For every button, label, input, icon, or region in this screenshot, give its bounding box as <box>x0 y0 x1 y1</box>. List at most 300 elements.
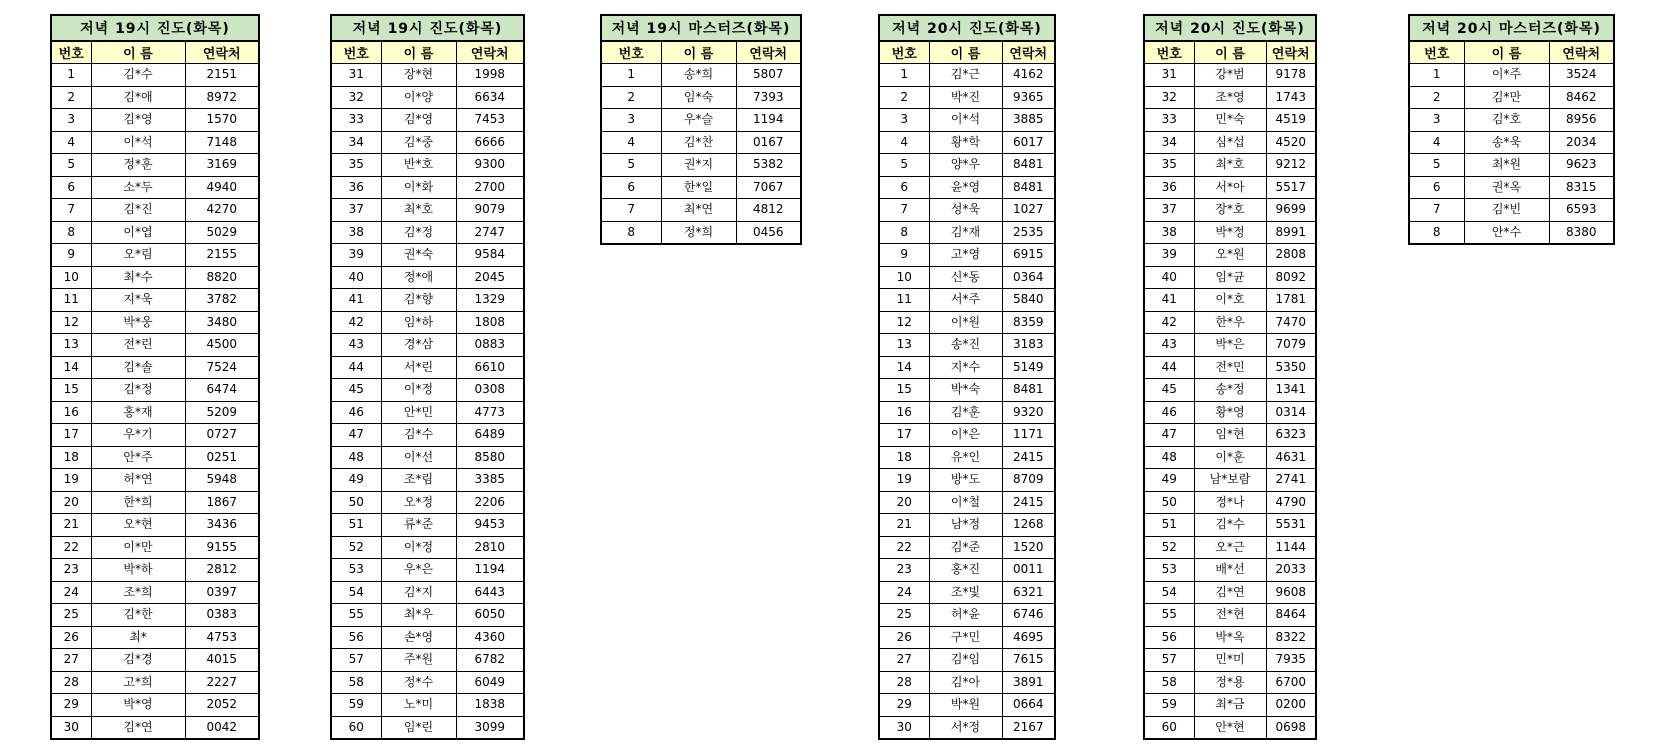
table-row <box>331 536 524 559</box>
table-row <box>331 221 524 244</box>
name-cell: 유*인 <box>929 446 1002 469</box>
contact-cell: 1194 <box>736 109 801 132</box>
contact-cell: 6915 <box>1002 244 1055 267</box>
row-number-cell: 15 <box>51 379 91 402</box>
row-number-cell: 59 <box>331 694 381 717</box>
table-row <box>51 266 259 289</box>
contact-cell: 5948 <box>185 469 259 492</box>
table-row <box>1144 131 1316 154</box>
name-cell: 박*웅 <box>91 311 185 334</box>
contact-cell: 2741 <box>1266 469 1316 492</box>
table-row <box>331 131 524 154</box>
row-number-cell: 5 <box>601 154 661 177</box>
row-number-cell: 41 <box>1144 289 1194 312</box>
contact-cell: 7615 <box>1002 649 1055 672</box>
name-cell: 안*민 <box>381 401 456 424</box>
column-header-name: 이 름 <box>929 41 1002 64</box>
table-row <box>331 559 524 582</box>
row-number-cell: 59 <box>1144 694 1194 717</box>
contact-cell: 8464 <box>1266 604 1316 627</box>
name-cell: 서*린 <box>381 356 456 379</box>
table-row <box>331 334 524 357</box>
name-cell: 한*일 <box>661 176 736 199</box>
contact-cell: 1781 <box>1266 289 1316 312</box>
contact-cell: 9365 <box>1002 86 1055 109</box>
contact-cell: 0883 <box>456 334 524 357</box>
table-row <box>1144 244 1316 267</box>
name-cell: 남*보람 <box>1194 469 1266 492</box>
table-row <box>879 379 1055 402</box>
name-cell: 최*연 <box>661 199 736 222</box>
contact-cell: 0308 <box>456 379 524 402</box>
roster-table <box>330 14 525 740</box>
table-row <box>51 131 259 154</box>
table-row <box>879 649 1055 672</box>
column-header-number: 번호 <box>331 41 381 64</box>
row-number-cell: 49 <box>331 469 381 492</box>
table-row <box>51 86 259 109</box>
row-number-cell: 5 <box>51 154 91 177</box>
row-number-cell: 35 <box>331 154 381 177</box>
row-number-cell: 1 <box>1409 64 1464 87</box>
contact-cell: 5149 <box>1002 356 1055 379</box>
contact-cell: 8481 <box>1002 176 1055 199</box>
name-cell: 홍*재 <box>91 401 185 424</box>
contact-cell: 6593 <box>1549 199 1614 222</box>
row-number-cell: 12 <box>51 311 91 334</box>
table-row <box>601 64 801 87</box>
row-number-cell: 54 <box>1144 581 1194 604</box>
row-number-cell: 38 <box>1144 221 1194 244</box>
row-number-cell: 11 <box>879 289 929 312</box>
row-number-cell: 30 <box>51 716 91 739</box>
table-row <box>51 626 259 649</box>
table-row <box>1409 176 1614 199</box>
table-row <box>879 491 1055 514</box>
contact-cell: 3885 <box>1002 109 1055 132</box>
contact-cell: 4520 <box>1266 131 1316 154</box>
table-row <box>331 626 524 649</box>
row-number-cell: 34 <box>331 131 381 154</box>
column-header-name: 이 름 <box>91 41 185 64</box>
table-row <box>331 176 524 199</box>
name-cell: 홍*진 <box>929 559 1002 582</box>
table-row <box>331 581 524 604</box>
name-cell: 송*희 <box>661 64 736 87</box>
table-row <box>331 604 524 627</box>
row-number-cell: 25 <box>51 604 91 627</box>
name-cell: 박*정 <box>1194 221 1266 244</box>
table-row <box>331 514 524 537</box>
row-number-cell: 10 <box>51 266 91 289</box>
name-cell: 박*원 <box>929 694 1002 717</box>
column-header-number: 번호 <box>601 41 661 64</box>
row-number-cell: 47 <box>331 424 381 447</box>
contact-cell: 8359 <box>1002 311 1055 334</box>
table-row <box>601 176 801 199</box>
name-cell: 이*양 <box>381 86 456 109</box>
contact-cell: 7148 <box>185 131 259 154</box>
table-row <box>1144 514 1316 537</box>
name-cell: 민*숙 <box>1194 109 1266 132</box>
contact-cell: 6666 <box>456 131 524 154</box>
row-number-cell: 8 <box>51 221 91 244</box>
table-row <box>879 716 1055 739</box>
table-row <box>879 64 1055 87</box>
row-number-cell: 55 <box>331 604 381 627</box>
contact-cell: 1743 <box>1266 86 1316 109</box>
name-cell: 방*도 <box>929 469 1002 492</box>
row-number-cell: 1 <box>601 64 661 87</box>
name-cell: 오*근 <box>1194 536 1266 559</box>
name-cell: 김*향 <box>381 289 456 312</box>
table-title: 저녁 19시 진도(화목) <box>331 15 524 41</box>
contact-cell: 4790 <box>1266 491 1316 514</box>
row-number-cell: 45 <box>331 379 381 402</box>
name-cell: 소*두 <box>91 176 185 199</box>
name-cell: 한*우 <box>1194 311 1266 334</box>
contact-cell: 6489 <box>456 424 524 447</box>
contact-cell: 6017 <box>1002 131 1055 154</box>
contact-cell: 5350 <box>1266 356 1316 379</box>
contact-cell: 0727 <box>185 424 259 447</box>
row-number-cell: 1 <box>51 64 91 87</box>
row-number-cell: 32 <box>1144 86 1194 109</box>
name-cell: 최*호 <box>1194 154 1266 177</box>
row-number-cell: 17 <box>51 424 91 447</box>
table-row <box>331 289 524 312</box>
row-number-cell: 45 <box>1144 379 1194 402</box>
table-row <box>331 109 524 132</box>
table-row <box>1144 199 1316 222</box>
table-row <box>879 401 1055 424</box>
row-number-cell: 5 <box>1409 154 1464 177</box>
table-row <box>331 469 524 492</box>
table-row <box>1144 559 1316 582</box>
name-cell: 김*수 <box>381 424 456 447</box>
table-row <box>879 311 1055 334</box>
table-row <box>331 446 524 469</box>
contact-cell: 9155 <box>185 536 259 559</box>
name-cell: 반*호 <box>381 154 456 177</box>
row-number-cell: 29 <box>879 694 929 717</box>
table-row <box>51 289 259 312</box>
row-number-cell: 18 <box>879 446 929 469</box>
contact-cell: 2415 <box>1002 446 1055 469</box>
contact-cell: 5209 <box>185 401 259 424</box>
table-row <box>879 536 1055 559</box>
name-cell: 지*수 <box>929 356 1002 379</box>
contact-cell: 1998 <box>456 64 524 87</box>
contact-cell: 9699 <box>1266 199 1316 222</box>
name-cell: 권*지 <box>661 154 736 177</box>
row-number-cell: 1 <box>879 64 929 87</box>
contact-cell: 1570 <box>185 109 259 132</box>
table-row <box>331 694 524 717</box>
contact-cell: 9300 <box>456 154 524 177</box>
table-row <box>1144 176 1316 199</box>
table-row <box>879 221 1055 244</box>
contact-cell: 1520 <box>1002 536 1055 559</box>
table-row <box>879 86 1055 109</box>
name-cell: 김*영 <box>381 109 456 132</box>
table-row <box>1144 694 1316 717</box>
contact-cell: 3524 <box>1549 64 1614 87</box>
name-cell: 안*수 <box>1464 221 1549 244</box>
name-cell: 경*삼 <box>381 334 456 357</box>
name-cell: 이*주 <box>1464 64 1549 87</box>
column-header-number: 번호 <box>879 41 929 64</box>
contact-cell: 6634 <box>456 86 524 109</box>
contact-cell: 2812 <box>185 559 259 582</box>
row-number-cell: 8 <box>879 221 929 244</box>
row-number-cell: 41 <box>331 289 381 312</box>
row-number-cell: 18 <box>51 446 91 469</box>
contact-cell: 1171 <box>1002 424 1055 447</box>
contact-cell: 5531 <box>1266 514 1316 537</box>
row-number-cell: 60 <box>1144 716 1194 739</box>
table-row <box>1144 289 1316 312</box>
contact-cell: 5517 <box>1266 176 1316 199</box>
row-number-cell: 51 <box>331 514 381 537</box>
name-cell: 조*희 <box>91 581 185 604</box>
name-cell: 고*영 <box>929 244 1002 267</box>
table-row <box>1409 154 1614 177</box>
name-cell: 김*아 <box>929 671 1002 694</box>
table-row <box>1144 716 1316 739</box>
name-cell: 주*원 <box>381 649 456 672</box>
row-number-cell: 20 <box>51 491 91 514</box>
row-number-cell: 44 <box>331 356 381 379</box>
row-number-cell: 4 <box>879 131 929 154</box>
column-header-name: 이 름 <box>1194 41 1266 64</box>
name-cell: 김*정 <box>91 379 185 402</box>
row-number-cell: 49 <box>1144 469 1194 492</box>
row-number-cell: 14 <box>879 356 929 379</box>
contact-cell: 0314 <box>1266 401 1316 424</box>
table-row <box>1409 131 1614 154</box>
name-cell: 오*림 <box>91 244 185 267</box>
table-row <box>51 311 259 334</box>
table-row <box>331 491 524 514</box>
row-number-cell: 56 <box>1144 626 1194 649</box>
table-row <box>1144 604 1316 627</box>
name-cell: 박*옥 <box>1194 626 1266 649</box>
column-header-number: 번호 <box>51 41 91 64</box>
name-cell: 김*찬 <box>661 131 736 154</box>
name-cell: 임*하 <box>381 311 456 334</box>
name-cell: 조*빛 <box>929 581 1002 604</box>
row-number-cell: 40 <box>331 266 381 289</box>
contact-cell: 2206 <box>456 491 524 514</box>
row-number-cell: 22 <box>879 536 929 559</box>
row-number-cell: 47 <box>1144 424 1194 447</box>
name-cell: 정*수 <box>381 671 456 694</box>
contact-cell: 8462 <box>1549 86 1614 109</box>
name-cell: 박*영 <box>91 694 185 717</box>
name-cell: 김*연 <box>91 716 185 739</box>
contact-cell: 1027 <box>1002 199 1055 222</box>
row-number-cell: 4 <box>51 131 91 154</box>
contact-cell: 9178 <box>1266 64 1316 87</box>
contact-cell: 3385 <box>456 469 524 492</box>
name-cell: 김*솔 <box>91 356 185 379</box>
name-cell: 김*영 <box>91 109 185 132</box>
contact-cell: 0011 <box>1002 559 1055 582</box>
table-row <box>879 199 1055 222</box>
contact-cell: 0364 <box>1002 266 1055 289</box>
contact-cell: 2535 <box>1002 221 1055 244</box>
contact-cell: 2034 <box>1549 131 1614 154</box>
contact-cell: 8481 <box>1002 154 1055 177</box>
table-row <box>331 401 524 424</box>
column-header-contact: 연락처 <box>736 41 801 64</box>
name-cell: 임*균 <box>1194 266 1266 289</box>
name-cell: 구*민 <box>929 626 1002 649</box>
name-cell: 권*숙 <box>381 244 456 267</box>
table-title: 저녁 19시 진도(화목) <box>51 15 259 41</box>
contact-cell: 6782 <box>456 649 524 672</box>
table-row <box>601 199 801 222</box>
row-number-cell: 24 <box>51 581 91 604</box>
row-number-cell: 33 <box>331 109 381 132</box>
contact-cell: 3480 <box>185 311 259 334</box>
table-row <box>1144 581 1316 604</box>
table-row <box>879 604 1055 627</box>
contact-cell: 2033 <box>1266 559 1316 582</box>
contact-cell: 0251 <box>185 446 259 469</box>
name-cell: 정*훈 <box>91 154 185 177</box>
row-number-cell: 4 <box>1409 131 1464 154</box>
name-cell: 이*선 <box>381 446 456 469</box>
row-number-cell: 8 <box>601 221 661 244</box>
table-header-row <box>601 41 801 64</box>
name-cell: 송*정 <box>1194 379 1266 402</box>
contact-cell: 5840 <box>1002 289 1055 312</box>
name-cell: 임*숙 <box>661 86 736 109</box>
name-cell: 김*만 <box>1464 86 1549 109</box>
contact-cell: 9212 <box>1266 154 1316 177</box>
contact-cell: 2747 <box>456 221 524 244</box>
row-number-cell: 48 <box>331 446 381 469</box>
table-row <box>51 64 259 87</box>
name-cell: 우*슬 <box>661 109 736 132</box>
contact-cell: 8322 <box>1266 626 1316 649</box>
row-number-cell: 27 <box>51 649 91 672</box>
table-row <box>879 244 1055 267</box>
name-cell: 허*윤 <box>929 604 1002 627</box>
contact-cell: 2808 <box>1266 244 1316 267</box>
roster-table <box>878 14 1056 740</box>
table-row <box>1409 221 1614 244</box>
row-number-cell: 17 <box>879 424 929 447</box>
table-row <box>51 514 259 537</box>
contact-cell: 6443 <box>456 581 524 604</box>
contact-cell: 1808 <box>456 311 524 334</box>
row-number-cell: 31 <box>331 64 381 87</box>
name-cell: 정*애 <box>381 266 456 289</box>
table-row <box>1144 671 1316 694</box>
row-number-cell: 51 <box>1144 514 1194 537</box>
name-cell: 김*임 <box>929 649 1002 672</box>
table-title: 저녁 19시 마스터즈(화목) <box>601 15 801 41</box>
row-number-cell: 34 <box>1144 131 1194 154</box>
name-cell: 전*민 <box>1194 356 1266 379</box>
row-number-cell: 40 <box>1144 266 1194 289</box>
row-number-cell: 19 <box>51 469 91 492</box>
row-number-cell: 28 <box>879 671 929 694</box>
name-cell: 이*만 <box>91 536 185 559</box>
name-cell: 김*근 <box>929 64 1002 87</box>
name-cell: 성*욱 <box>929 199 1002 222</box>
contact-cell: 6610 <box>456 356 524 379</box>
table-row <box>1144 649 1316 672</box>
row-number-cell: 24 <box>879 581 929 604</box>
name-cell: 남*정 <box>929 514 1002 537</box>
name-cell: 김*한 <box>91 604 185 627</box>
row-number-cell: 4 <box>601 131 661 154</box>
table-row <box>879 469 1055 492</box>
table-row <box>601 86 801 109</box>
name-cell: 장*현 <box>381 64 456 87</box>
contact-cell: 9079 <box>456 199 524 222</box>
name-cell: 오*정 <box>381 491 456 514</box>
name-cell: 서*아 <box>1194 176 1266 199</box>
contact-cell: 8820 <box>185 266 259 289</box>
table-row <box>601 221 801 244</box>
contact-cell: 6700 <box>1266 671 1316 694</box>
contact-cell: 3436 <box>185 514 259 537</box>
table-row <box>879 289 1055 312</box>
table-row <box>879 446 1055 469</box>
row-number-cell: 19 <box>879 469 929 492</box>
table-row <box>879 514 1055 537</box>
contact-cell: 3782 <box>185 289 259 312</box>
row-number-cell: 7 <box>601 199 661 222</box>
table-row <box>1409 64 1614 87</box>
row-number-cell: 21 <box>879 514 929 537</box>
table-row <box>331 86 524 109</box>
row-number-cell: 15 <box>879 379 929 402</box>
table-row <box>331 716 524 739</box>
row-number-cell: 36 <box>1144 176 1194 199</box>
name-cell: 노*미 <box>381 694 456 717</box>
name-cell: 안*주 <box>91 446 185 469</box>
contact-cell: 4773 <box>456 401 524 424</box>
row-number-cell: 52 <box>331 536 381 559</box>
table-row <box>601 131 801 154</box>
table-row <box>331 244 524 267</box>
table-row <box>879 559 1055 582</box>
contact-cell: 2052 <box>185 694 259 717</box>
row-number-cell: 50 <box>1144 491 1194 514</box>
table-row <box>331 64 524 87</box>
table-row <box>51 604 259 627</box>
row-number-cell: 13 <box>879 334 929 357</box>
table-row <box>879 176 1055 199</box>
table-row <box>879 154 1055 177</box>
table-row <box>51 716 259 739</box>
contact-cell: 8380 <box>1549 221 1614 244</box>
row-number-cell: 37 <box>331 199 381 222</box>
table-row <box>331 199 524 222</box>
name-cell: 신*동 <box>929 266 1002 289</box>
name-cell: 배*선 <box>1194 559 1266 582</box>
name-cell: 김*호 <box>1464 109 1549 132</box>
name-cell: 정*나 <box>1194 491 1266 514</box>
table-row <box>879 671 1055 694</box>
contact-cell: 4631 <box>1266 446 1316 469</box>
